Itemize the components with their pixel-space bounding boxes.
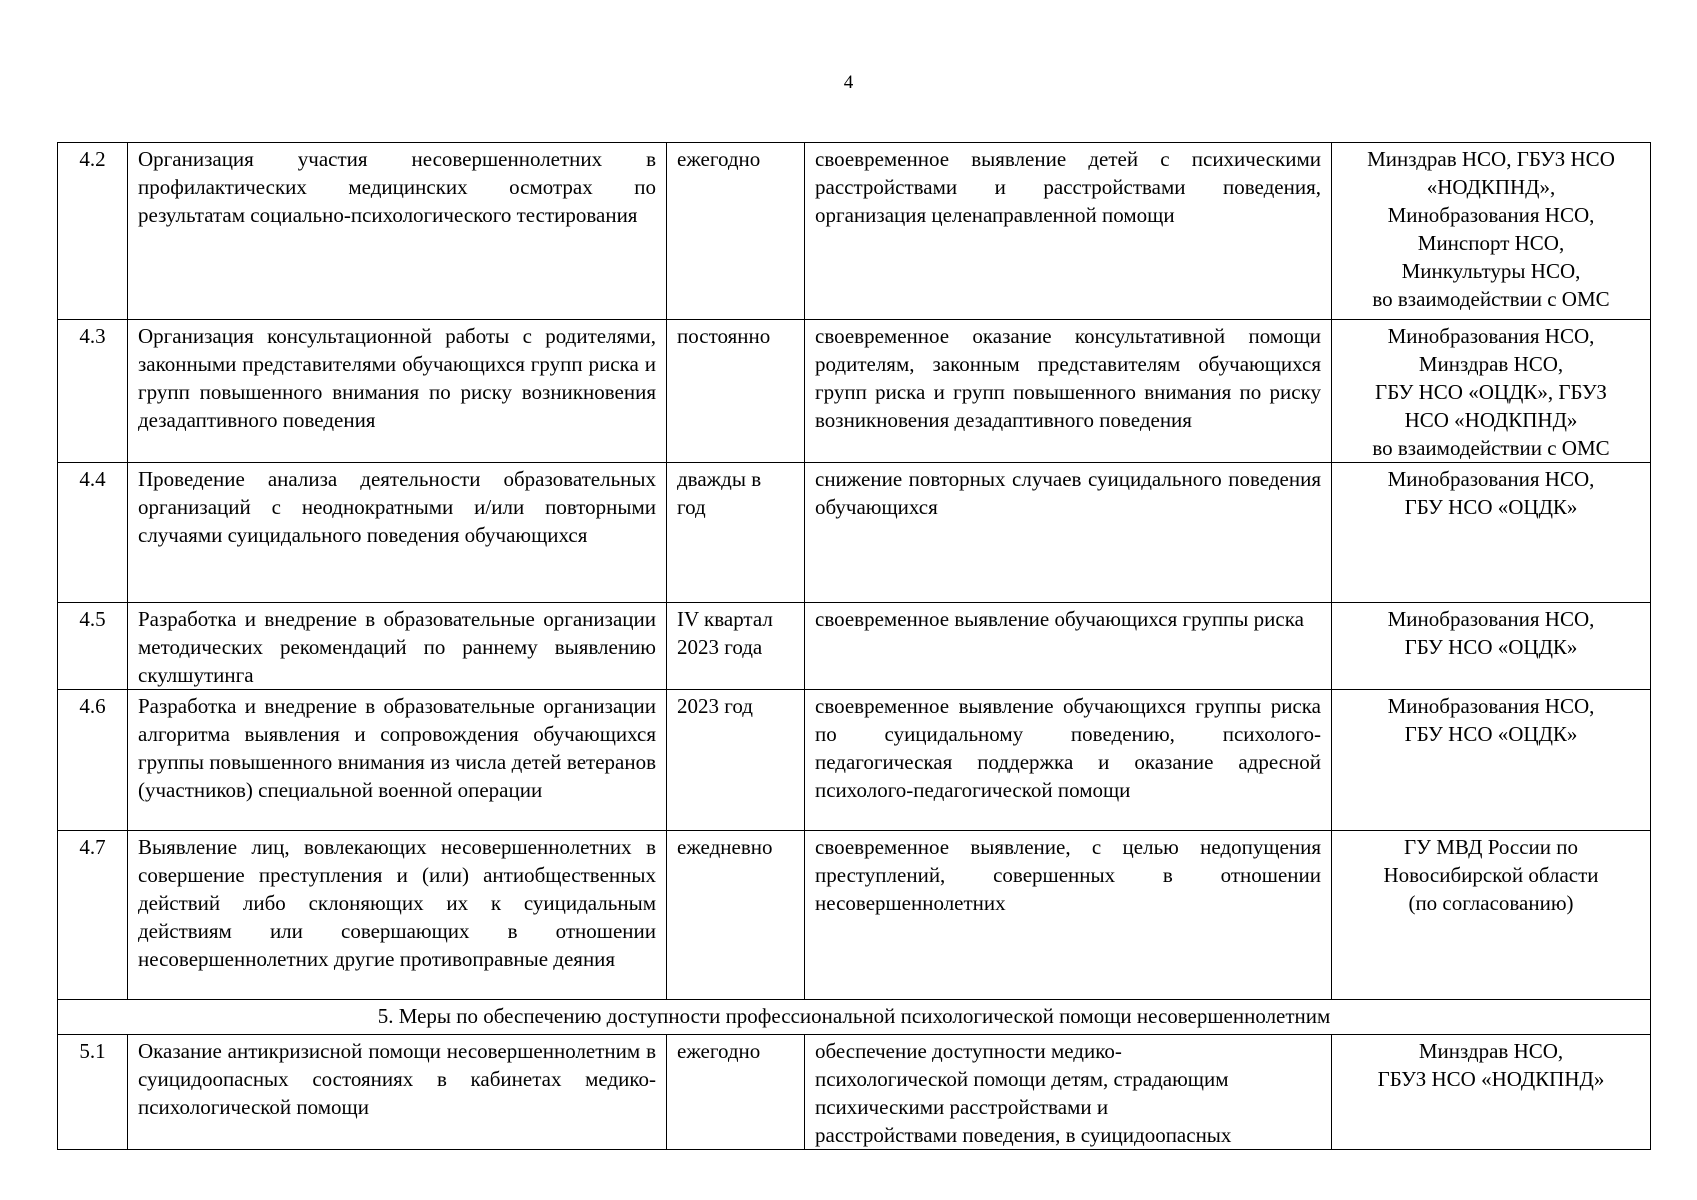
- executor-line: НСО «НОДКПНД»: [1404, 408, 1578, 432]
- page-number: 4: [843, 72, 854, 93]
- executor-line: Минкультуры НСО,: [1401, 259, 1581, 283]
- result-cell: своевременное выявление, с целью недопущения преступлений, совершенных в отношении несовершеннолетних: [805, 831, 1332, 1000]
- table-row: [58, 831, 1651, 1000]
- term-cell: IV квартал 2023 года: [667, 603, 805, 690]
- executor-line: ГУ МВД России по: [1404, 835, 1578, 859]
- row-number: 4.4: [58, 463, 128, 603]
- result-line: психологической помощи детям, страдающим: [815, 1067, 1229, 1091]
- executor-line: ГБУ НСО «ОЦДК»: [1404, 722, 1578, 746]
- executor-line: ГБУ НСО «ОЦДК»: [1404, 635, 1578, 659]
- action-cell: Выявление лиц, вовлекающих несовершеннолетних в совершение преступления и (или) антиобщественных действий либо склоняющих их к суицидальным действиям или совершающих в отношении несовершеннолетних другие противоправные деяния: [128, 831, 667, 1000]
- table-row: [58, 1035, 1651, 1150]
- executor-line: Новосибирской области: [1383, 863, 1599, 887]
- executor-line: Минобразования НСО,: [1387, 694, 1595, 718]
- result-line: обеспечение доступности медико-: [815, 1039, 1122, 1063]
- executors-cell: [1332, 603, 1651, 690]
- term-cell: ежегодно: [667, 143, 805, 320]
- result-line: расстройствами поведения, в суицидоопасных: [815, 1123, 1232, 1147]
- table-row: [58, 603, 1651, 690]
- table-row: [58, 143, 1651, 320]
- executor-line: (по согласованию): [1408, 891, 1574, 915]
- section-title: 5. Меры по обеспечению доступности профессиональной психологической помощи несовершеннолетним: [58, 1000, 1651, 1035]
- executors-cell: [1332, 143, 1651, 320]
- executor-line: Минобразования НСО,: [1387, 324, 1595, 348]
- executor-line: ГБУ НСО «ОЦДК», ГБУЗ: [1375, 380, 1607, 404]
- result-cell: своевременное выявление обучающихся группы риска по суицидальному поведению, психолого-педагогическая поддержка и оказание адресной психолого-педагогической помощи: [805, 690, 1332, 831]
- row-number: 5.1: [58, 1035, 128, 1150]
- executor-line: ГБУЗ НСО «НОДКПНД»: [1377, 1067, 1605, 1091]
- executors-cell: [1332, 690, 1651, 831]
- row-number: 4.3: [58, 320, 128, 463]
- result-cell: своевременное выявление детей с психическими расстройствами и расстройствами поведения, организация целенаправленной помощи: [805, 143, 1332, 320]
- section-header-row: [58, 1000, 1651, 1035]
- result-cell: снижение повторных случаев суицидального поведения обучающихся: [805, 463, 1332, 603]
- row-number: 4.5: [58, 603, 128, 690]
- measures-table: [57, 142, 1651, 1150]
- executors-cell: [1332, 1035, 1651, 1150]
- result-cell: своевременное выявление обучающихся группы риска: [805, 603, 1332, 690]
- executor-line: Минспорт НСО,: [1417, 231, 1565, 255]
- executor-line: во взаимодействии с ОМС: [1372, 287, 1610, 311]
- result-cell: [805, 1035, 1332, 1150]
- executor-line: во взаимодействии с ОМС: [1372, 436, 1610, 460]
- executor-line: Минздрав НСО,: [1418, 352, 1564, 376]
- executor-line: ГБУ НСО «ОЦДК»: [1404, 495, 1578, 519]
- action-cell: Разработка и внедрение в образовательные организации методических рекомендаций по раннему выявлению скулшутинга: [128, 603, 667, 690]
- executor-line: «НОДКПНД»,: [1426, 175, 1556, 199]
- action-cell: Разработка и внедрение в образовательные организации алгоритма выявления и сопровождения обучающихся группы повышенного внимания из числа детей ветеранов (участников) специальной военной операции: [128, 690, 667, 831]
- row-number: 4.2: [58, 143, 128, 320]
- table-row: [58, 320, 1651, 463]
- executor-line: Минобразования НСО,: [1387, 607, 1595, 631]
- result-cell: своевременное оказание консультативной помощи родителям, законным представителям обучающихся групп риска и групп повышенного внимания по риску возникновения дезадаптивного поведения: [805, 320, 1332, 463]
- action-cell: Оказание антикризисной помощи несовершеннолетним в суицидоопасных состояниях в кабинетах медико-психологической помощи: [128, 1035, 667, 1150]
- executors-cell: [1332, 463, 1651, 603]
- executor-line: Минздрав НСО,: [1418, 1039, 1564, 1063]
- term-cell: постоянно: [667, 320, 805, 463]
- term-cell: 2023 год: [667, 690, 805, 831]
- executor-line: Минздрав НСО, ГБУЗ НСО: [1367, 147, 1615, 171]
- table-row: [58, 463, 1651, 603]
- row-number: 4.7: [58, 831, 128, 1000]
- action-cell: Проведение анализа деятельности образовательных организаций с неоднократными и/или повторными случаями суицидального поведения обучающихся: [128, 463, 667, 603]
- term-cell: ежедневно: [667, 831, 805, 1000]
- row-number: 4.6: [58, 690, 128, 831]
- executor-line: Минобразования НСО,: [1387, 467, 1595, 491]
- term-cell: ежегодно: [667, 1035, 805, 1150]
- table-row: [58, 690, 1651, 831]
- executor-line: Минобразования НСО,: [1387, 203, 1595, 227]
- executors-cell: [1332, 320, 1651, 463]
- action-cell: Организация участия несовершеннолетних в профилактических медицинских осмотрах по результатам социально-психологического тестирования: [128, 143, 667, 320]
- action-cell: Организация консультационной работы с родителями, законными представителями обучающихся групп риска и групп повышенного внимания по риску возникновения дезадаптивного поведения: [128, 320, 667, 463]
- result-line: психическими расстройствами и: [815, 1095, 1109, 1119]
- term-cell: дважды в год: [667, 463, 805, 603]
- executors-cell: [1332, 831, 1651, 1000]
